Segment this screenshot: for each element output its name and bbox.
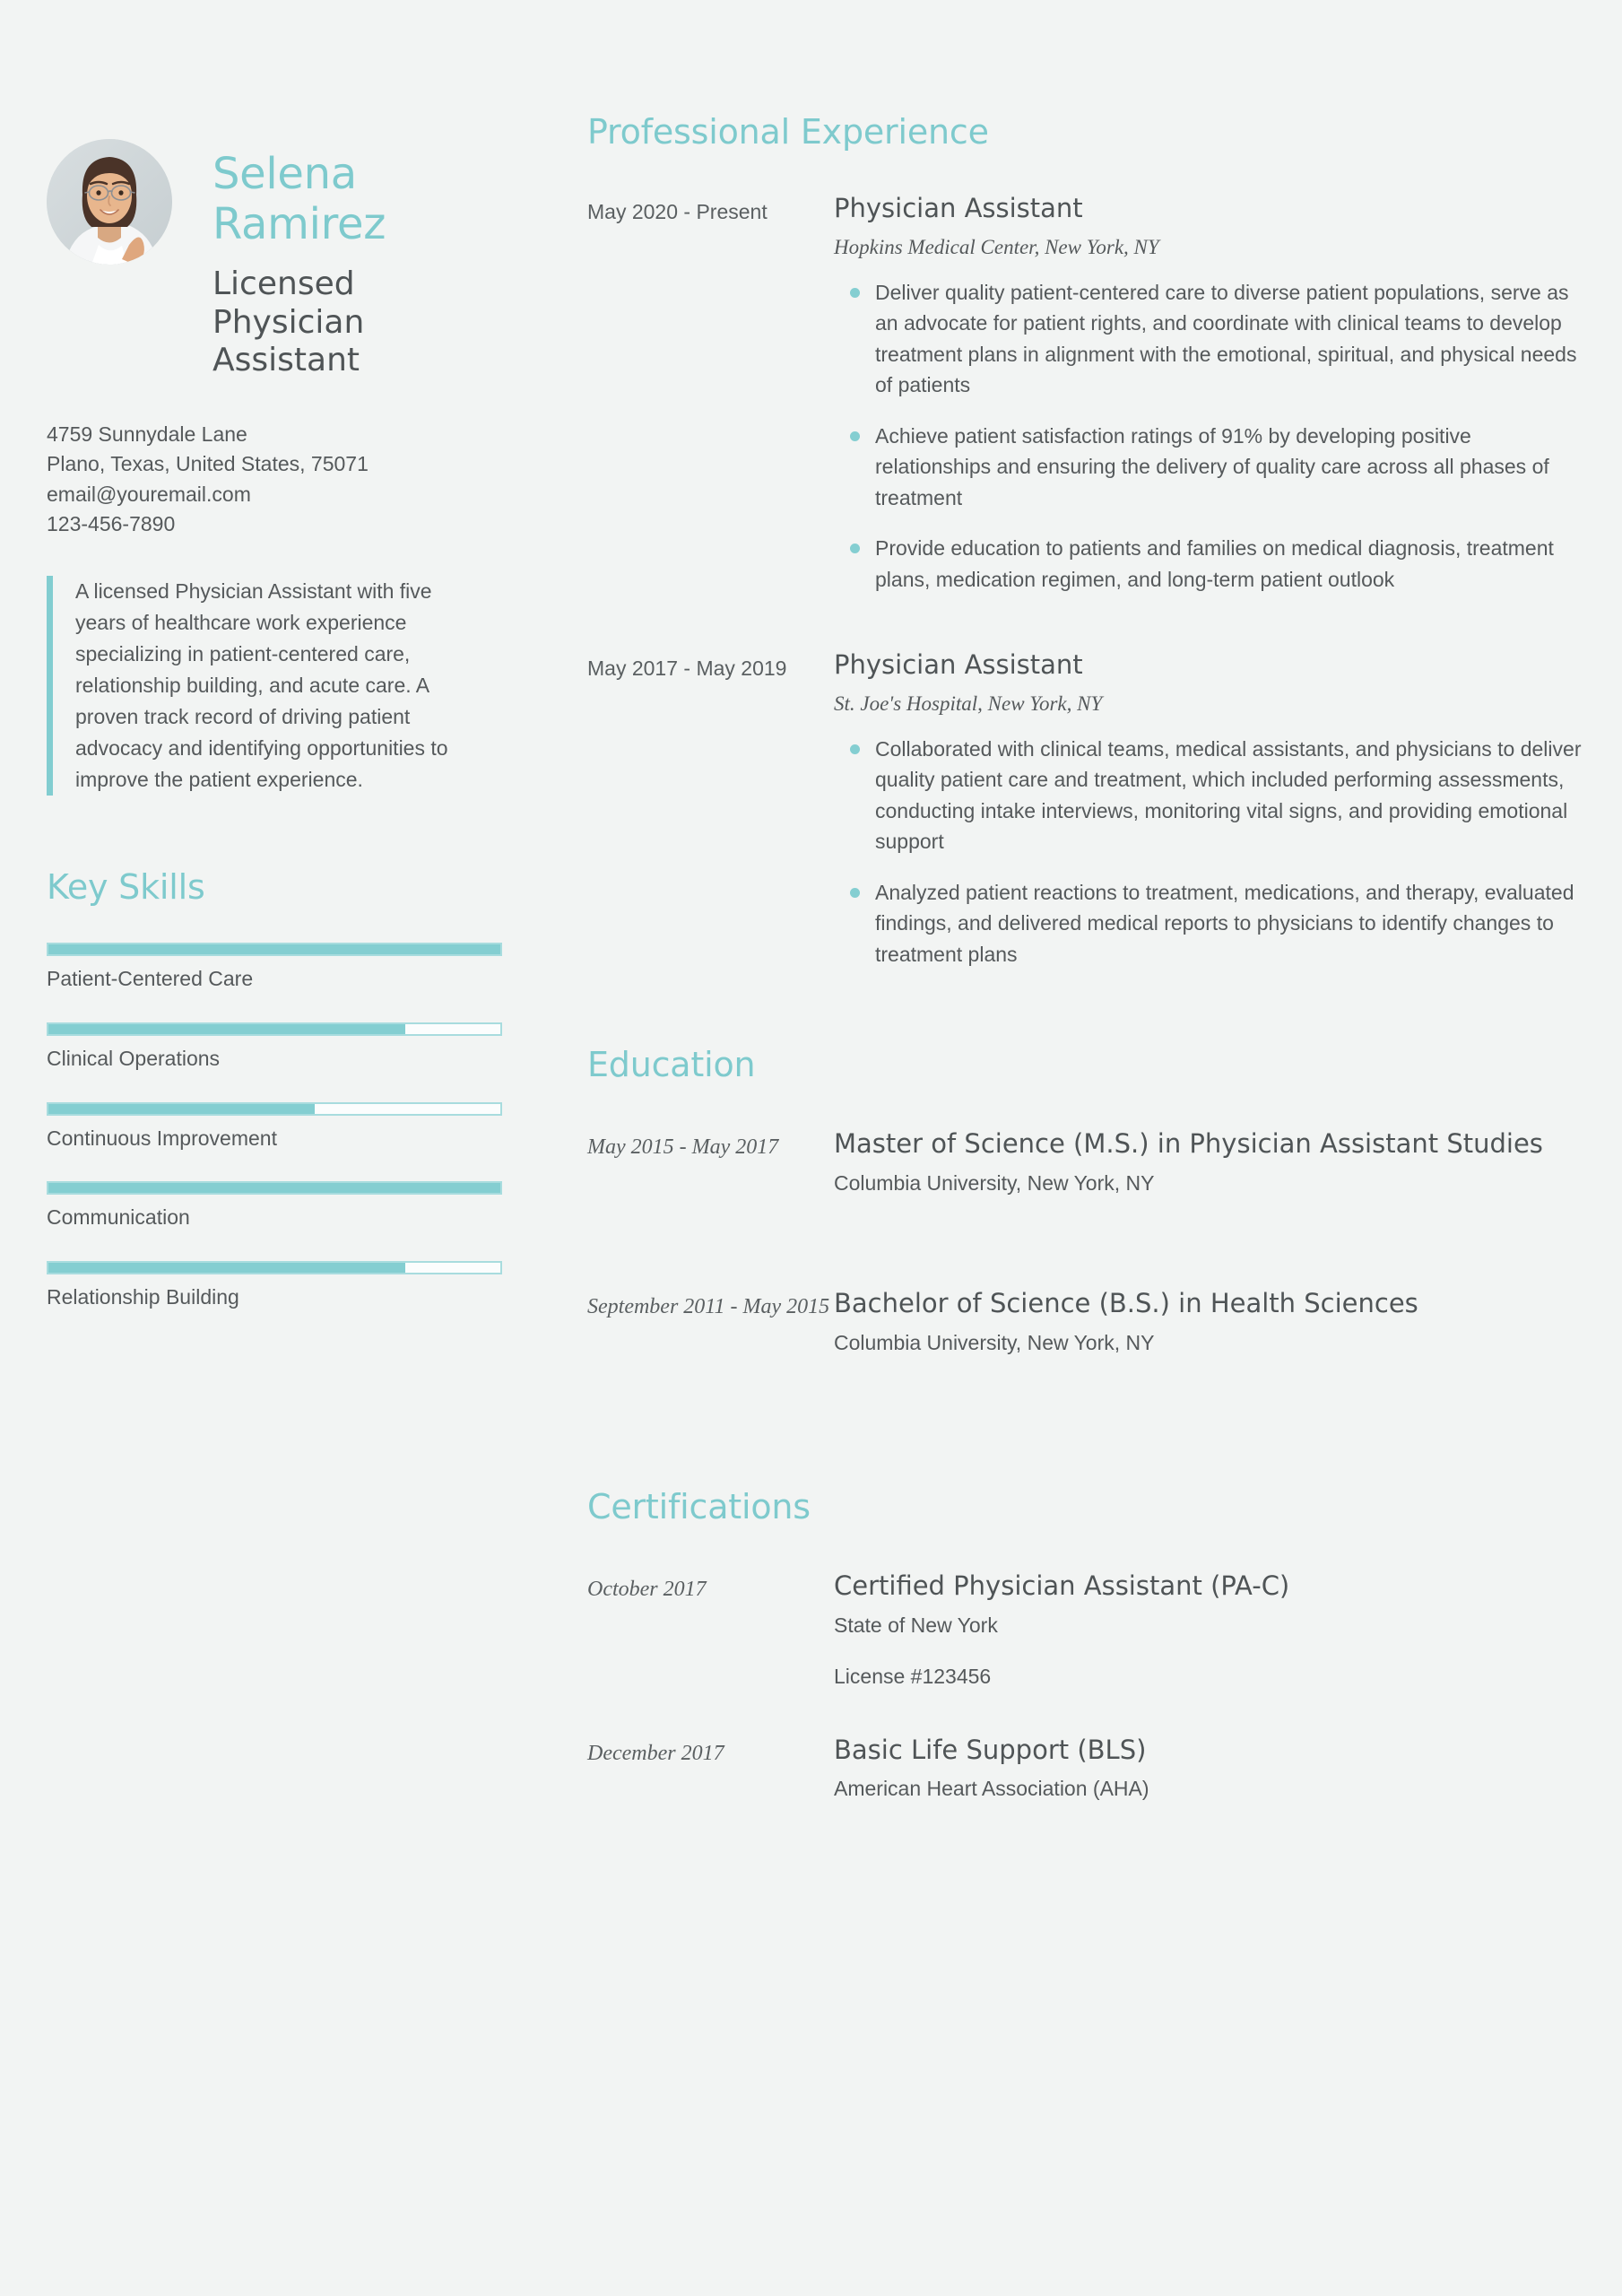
education-entry-date: September 2011 - May 2015 (587, 1295, 830, 1319)
experience-bullet: Analyzed patient reactions to treatment, medications, and therapy, evaluated findings, and delivered medical reports to physicians to identify changes to treatment plans (834, 877, 1583, 970)
experience-entry-body (834, 192, 1583, 614)
skill-bar (47, 1102, 502, 1116)
summary-block (47, 576, 504, 796)
experience-bullet-list (834, 277, 1583, 596)
skill-item (47, 1022, 504, 1073)
profile-photo-icon (47, 139, 172, 265)
contact-street: 4759 Sunnydale Lane (47, 422, 247, 446)
certification-entry (587, 1570, 1583, 1689)
key-skills-list (47, 943, 504, 1311)
certification-entry-date: October 2017 (587, 1577, 707, 1601)
certifications-heading: Certifications (587, 1486, 811, 1526)
main-column (587, 0, 1583, 1803)
education-heading: Education (587, 1045, 756, 1085)
experience-entry-body (834, 648, 1583, 989)
certification-entry (587, 1734, 1583, 1804)
skill-label: Clinical Operations (47, 1046, 221, 1070)
skill-bar (47, 1181, 502, 1195)
experience-bullet-list (834, 734, 1583, 970)
contact-block (47, 420, 504, 540)
certification-entry-body (834, 1570, 1583, 1689)
experience-entry-organization: Hopkins Medical Center, New York, NY (834, 235, 1159, 258)
certification-entry-body (834, 1734, 1583, 1804)
skill-item (47, 1181, 504, 1231)
experience-entry (587, 648, 1583, 989)
summary-accent-bar (47, 576, 53, 796)
education-entry (587, 1287, 1583, 1357)
education-entry-school: Columbia University, New York, NY (834, 1171, 1155, 1196)
avatar (47, 139, 172, 265)
education-entry-body (834, 1287, 1583, 1357)
certification-entry-license: License #123456 (834, 1664, 992, 1688)
key-skills-heading: Key Skills (47, 866, 205, 907)
job-title: Licensed Physician Assistant (213, 265, 365, 379)
certification-entry-issuer: American Heart Association (AHA) (834, 1777, 1149, 1801)
education-entry-school: Columbia University, New York, NY (834, 1330, 1155, 1354)
certification-entry-issuer: State of New York (834, 1613, 998, 1637)
skill-bar (47, 1022, 502, 1036)
contact-email[interactable]: email@youremail.com (47, 482, 251, 506)
experience-bullet: Provide education to patients and families on medical diagnosis, treatment plans, medication regimen, and long-term patient outlook (834, 533, 1583, 595)
certification-entry-title: Certified Physician Assistant (PA-C) (834, 1570, 1290, 1601)
certification-entry-title: Basic Life Support (BLS) (834, 1734, 1147, 1765)
sidebar-column (47, 0, 504, 1341)
skill-label: Continuous Improvement (47, 1126, 277, 1150)
name-block (213, 139, 464, 380)
section-education (587, 1045, 1583, 1356)
first-name: Selena (213, 149, 357, 199)
last-name: Ramirez (213, 198, 386, 249)
skill-bar-fill (48, 1104, 315, 1114)
skill-bar-fill (48, 1263, 405, 1273)
skill-item (47, 943, 504, 993)
summary-text: A licensed Physician Assistant with five years of healthcare work experience specializing in patient-centered care, relationship building, and acute care. A proven track record of driving patient advocacy and identifying opportunities to improve the patient experience. (75, 579, 448, 791)
skill-bar-fill (48, 944, 500, 954)
skill-label: Relationship Building (47, 1285, 239, 1309)
education-entry (587, 1127, 1583, 1197)
skill-bar-fill (48, 1183, 500, 1193)
education-entry-body (834, 1127, 1583, 1197)
experience-entry-date: May 2017 - May 2019 (587, 657, 787, 681)
experience-bullet: Deliver quality patient-centered care to diverse patient populations, serve as an advocate for patient rights, and coordinate with clinical teams to develop treatment plans in alignment with the emotional, spiritual, and physical needs of patients (834, 277, 1583, 401)
skill-label: Communication (47, 1205, 190, 1230)
profile-header (47, 0, 504, 380)
section-experience (587, 0, 1583, 989)
certification-entry-date: December 2017 (587, 1741, 724, 1765)
experience-heading: Professional Experience (587, 112, 989, 152)
skill-bar (47, 1261, 502, 1274)
education-entry-date: May 2015 - May 2017 (587, 1135, 779, 1160)
section-certifications (587, 1487, 1583, 1803)
experience-bullet: Achieve patient satisfaction ratings of 91% by developing positive relationships and ensuring the delivery of quality care across all phases of treatment (834, 421, 1583, 514)
skill-item (47, 1261, 504, 1311)
skill-item (47, 1102, 504, 1152)
experience-entry-title: Physician Assistant (834, 193, 1083, 223)
experience-bullet: Collaborated with clinical teams, medical assistants, and physicians to deliver quality patient care and treatment, which included performing assessments, conducting intake interviews, monitoring vital signs, and providing emotional support (834, 734, 1583, 857)
education-entry-degree: Bachelor of Science (B.S.) in Health Sciences (834, 1288, 1418, 1319)
contact-phone[interactable]: 123-456-7890 (47, 512, 176, 536)
skill-bar (47, 943, 502, 956)
experience-entry-date: May 2020 - Present (587, 200, 768, 223)
experience-entry-organization: St. Joe's Hospital, New York, NY (834, 691, 1103, 715)
education-entry-degree: Master of Science (M.S.) in Physician Assistant Studies (834, 1128, 1543, 1160)
experience-entry-title: Physician Assistant (834, 649, 1083, 681)
contact-city-state-zip: Plano, Texas, United States, 75071 (47, 452, 369, 476)
experience-entry (587, 192, 1583, 614)
skill-bar-fill (48, 1024, 405, 1034)
skill-label: Patient-Centered Care (47, 966, 254, 990)
person-name (213, 150, 464, 249)
